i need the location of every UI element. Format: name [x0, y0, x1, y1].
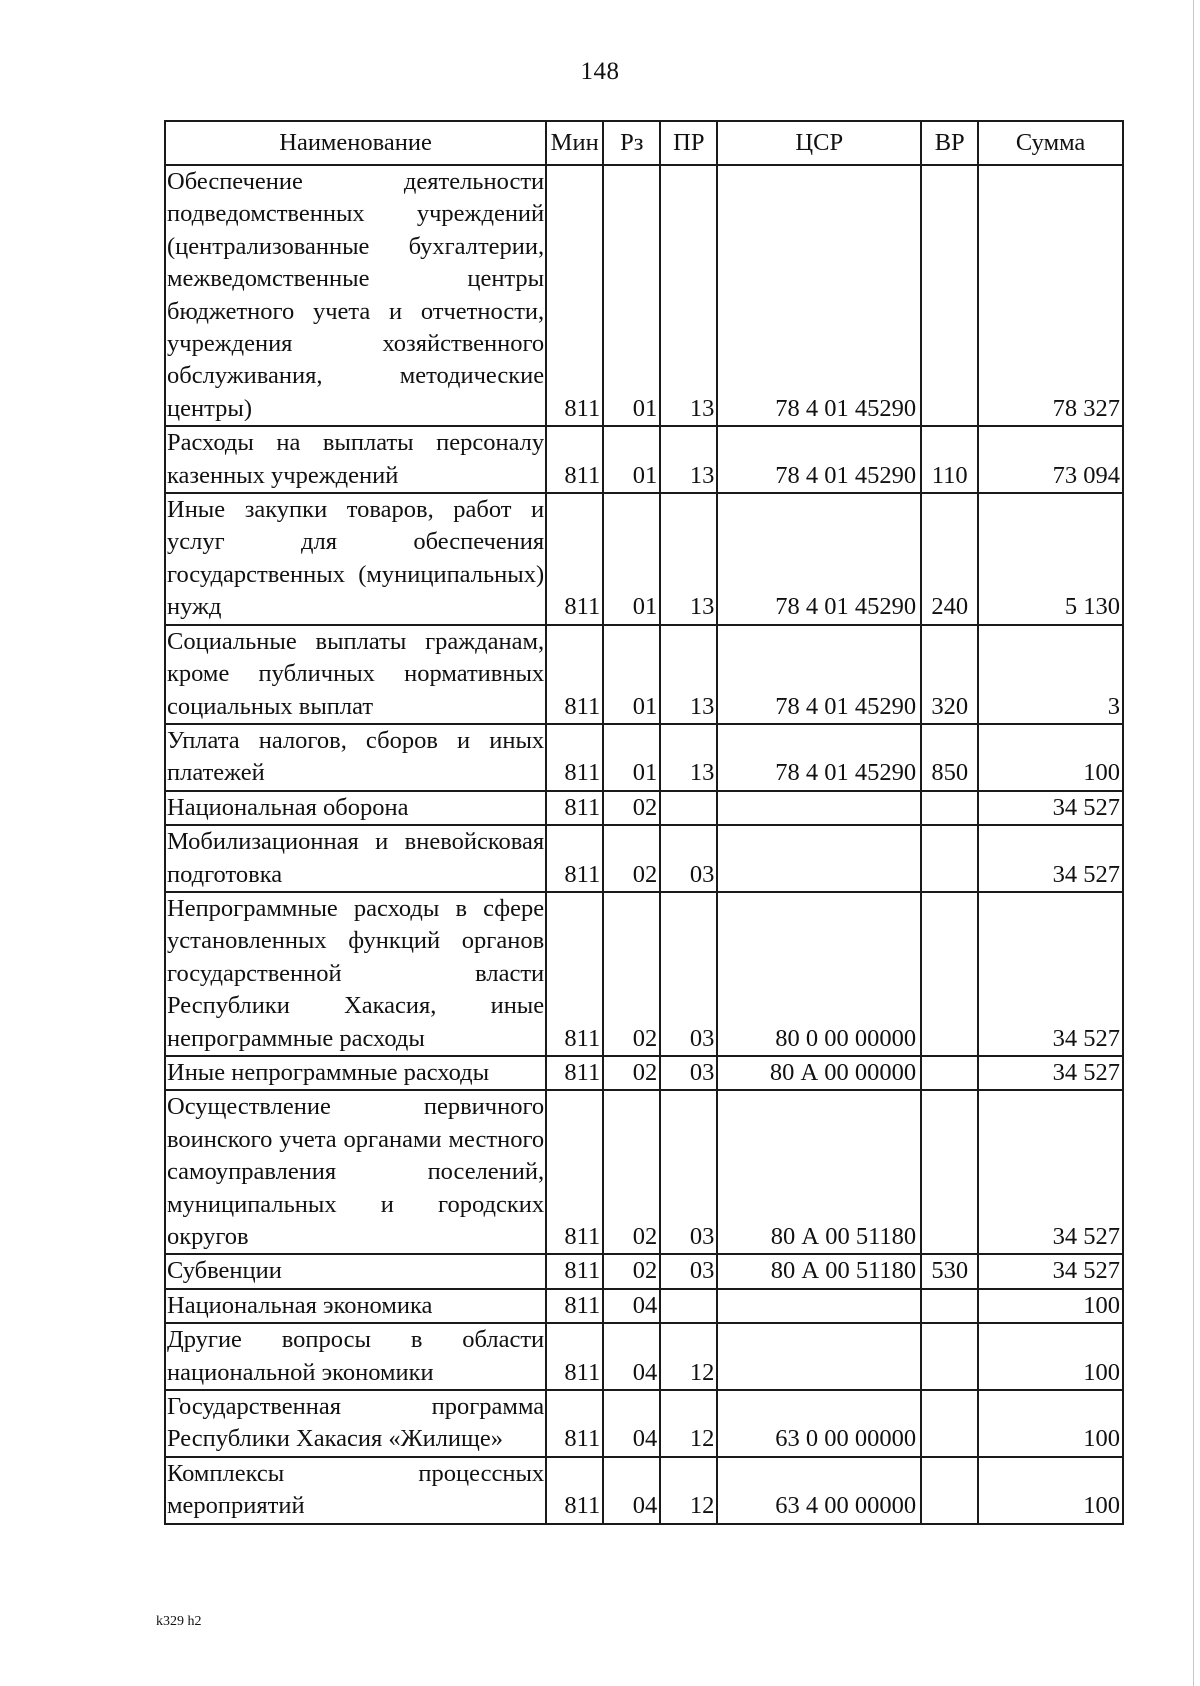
row-pr	[660, 1289, 717, 1323]
document-code: k329 h2	[156, 1614, 202, 1629]
row-rz: 01	[603, 724, 660, 791]
row-sum: 100	[978, 1390, 1123, 1457]
row-csr: 78 4 01 45290	[717, 724, 921, 791]
scan-edge-line	[1193, 0, 1194, 1686]
table-row	[165, 1390, 1123, 1457]
row-pr: 13	[660, 625, 717, 724]
row-rz: 02	[603, 825, 660, 892]
row-min: 811	[546, 1457, 603, 1524]
header-min: Мин	[546, 121, 603, 165]
row-name: Обеспечение деятельности подведомственных учреждений (централизованные бухгалтерии, межведомственные центры бюджетного учета и отчетности, учреждения хозяйственного обслуживания, методические центры)	[165, 165, 546, 426]
row-vr	[921, 1457, 978, 1524]
row-sum: 73 094	[978, 426, 1123, 493]
row-sum: 34 527	[978, 825, 1123, 892]
row-csr	[717, 825, 921, 892]
row-rz: 04	[603, 1390, 660, 1457]
header-csr: ЦСР	[717, 121, 921, 165]
row-csr: 80 А 00 51180	[717, 1090, 921, 1254]
table-row	[165, 1323, 1123, 1390]
row-vr: 110	[921, 426, 978, 493]
row-min: 811	[546, 892, 603, 1056]
row-csr	[717, 1323, 921, 1390]
row-name: Субвенции	[165, 1254, 546, 1288]
row-pr: 13	[660, 493, 717, 625]
header-sum: Сумма	[978, 121, 1123, 165]
row-sum: 3	[978, 625, 1123, 724]
row-rz: 04	[603, 1289, 660, 1323]
table-row	[165, 1056, 1123, 1090]
row-rz: 02	[603, 1056, 660, 1090]
row-pr: 12	[660, 1457, 717, 1524]
row-name: Комплексы процессных мероприятий	[165, 1457, 546, 1524]
table-row	[165, 165, 1123, 426]
table-row	[165, 724, 1123, 791]
row-rz: 01	[603, 165, 660, 426]
row-sum: 34 527	[978, 791, 1123, 825]
row-sum: 78 327	[978, 165, 1123, 426]
row-name: Иные непрограммные расходы	[165, 1056, 546, 1090]
row-min: 811	[546, 791, 603, 825]
row-vr	[921, 1390, 978, 1457]
table-row	[165, 825, 1123, 892]
row-vr: 530	[921, 1254, 978, 1288]
row-name: Другие вопросы в области национальной экономики	[165, 1323, 546, 1390]
row-csr: 80 0 00 00000	[717, 892, 921, 1056]
row-pr: 03	[660, 1056, 717, 1090]
header-name: Наименование	[165, 121, 546, 165]
row-pr: 13	[660, 724, 717, 791]
row-csr	[717, 1289, 921, 1323]
row-min: 811	[546, 724, 603, 791]
table-row	[165, 1457, 1123, 1524]
row-min: 811	[546, 426, 603, 493]
row-min: 811	[546, 625, 603, 724]
row-min: 811	[546, 1390, 603, 1457]
row-name: Мобилизационная и вневойсковая подготовка	[165, 825, 546, 892]
row-min: 811	[546, 1323, 603, 1390]
row-vr	[921, 1289, 978, 1323]
table-header-row	[165, 121, 1123, 165]
row-sum: 34 527	[978, 892, 1123, 1056]
row-vr	[921, 791, 978, 825]
row-rz: 01	[603, 426, 660, 493]
row-csr: 80 А 00 00000	[717, 1056, 921, 1090]
row-sum: 100	[978, 1289, 1123, 1323]
row-pr: 13	[660, 165, 717, 426]
row-min: 811	[546, 1289, 603, 1323]
row-name: Социальные выплаты гражданам, кроме публичных нормативных социальных выплат	[165, 625, 546, 724]
row-vr: 850	[921, 724, 978, 791]
row-sum: 34 527	[978, 1254, 1123, 1288]
table-row	[165, 791, 1123, 825]
header-vr: ВР	[921, 121, 978, 165]
row-csr	[717, 791, 921, 825]
page-number: 148	[580, 58, 620, 85]
row-rz: 01	[603, 625, 660, 724]
row-csr: 78 4 01 45290	[717, 426, 921, 493]
row-pr: 13	[660, 426, 717, 493]
table-row	[165, 426, 1123, 493]
row-name: Национальная оборона	[165, 791, 546, 825]
row-pr: 12	[660, 1390, 717, 1457]
budget-table	[164, 120, 1124, 1525]
row-sum: 100	[978, 1457, 1123, 1524]
header-pr: ПР	[660, 121, 717, 165]
row-vr	[921, 1056, 978, 1090]
row-sum: 34 527	[978, 1056, 1123, 1090]
row-name: Непрограммные расходы в сфере установленных функций органов государственной власти Республики Хакасия, иные непрограммные расходы	[165, 892, 546, 1056]
row-pr: 03	[660, 1090, 717, 1254]
row-csr: 63 4 00 00000	[717, 1457, 921, 1524]
row-vr: 320	[921, 625, 978, 724]
row-vr	[921, 892, 978, 1056]
row-csr: 78 4 01 45290	[717, 493, 921, 625]
table-body	[165, 165, 1123, 1524]
row-name: Осуществление первичного воинского учета органами местного самоуправления поселений, муниципальных и городских округов	[165, 1090, 546, 1254]
row-pr: 03	[660, 892, 717, 1056]
row-csr: 78 4 01 45290	[717, 625, 921, 724]
row-name: Иные закупки товаров, работ и услуг для обеспечения государственных (муниципальных) нужд	[165, 493, 546, 625]
row-name: Государственная программа Республики Хакасия «Жилище»	[165, 1390, 546, 1457]
table-row	[165, 892, 1123, 1056]
row-rz: 02	[603, 1090, 660, 1254]
row-csr: 78 4 01 45290	[717, 165, 921, 426]
row-csr: 63 0 00 00000	[717, 1390, 921, 1457]
row-min: 811	[546, 493, 603, 625]
row-rz: 02	[603, 892, 660, 1056]
table-row	[165, 1289, 1123, 1323]
row-rz: 04	[603, 1457, 660, 1524]
table-row	[165, 493, 1123, 625]
row-vr: 240	[921, 493, 978, 625]
row-rz: 02	[603, 791, 660, 825]
row-rz: 01	[603, 493, 660, 625]
row-name: Национальная экономика	[165, 1289, 546, 1323]
row-name: Уплата налогов, сборов и иных платежей	[165, 724, 546, 791]
row-pr: 12	[660, 1323, 717, 1390]
row-vr	[921, 1323, 978, 1390]
row-min: 811	[546, 825, 603, 892]
row-vr	[921, 825, 978, 892]
row-vr	[921, 1090, 978, 1254]
table-row	[165, 625, 1123, 724]
row-min: 811	[546, 1090, 603, 1254]
row-sum: 34 527	[978, 1090, 1123, 1254]
header-rz: Рз	[603, 121, 660, 165]
row-pr	[660, 791, 717, 825]
row-min: 811	[546, 1056, 603, 1090]
row-sum: 100	[978, 1323, 1123, 1390]
table-row	[165, 1254, 1123, 1288]
row-pr: 03	[660, 825, 717, 892]
row-name: Расходы на выплаты персоналу казенных учреждений	[165, 426, 546, 493]
row-min: 811	[546, 165, 603, 426]
row-rz: 02	[603, 1254, 660, 1288]
row-rz: 04	[603, 1323, 660, 1390]
row-pr: 03	[660, 1254, 717, 1288]
row-sum: 5 130	[978, 493, 1123, 625]
row-vr	[921, 165, 978, 426]
row-sum: 100	[978, 724, 1123, 791]
row-csr: 80 А 00 51180	[717, 1254, 921, 1288]
table-row	[165, 1090, 1123, 1254]
row-min: 811	[546, 1254, 603, 1288]
